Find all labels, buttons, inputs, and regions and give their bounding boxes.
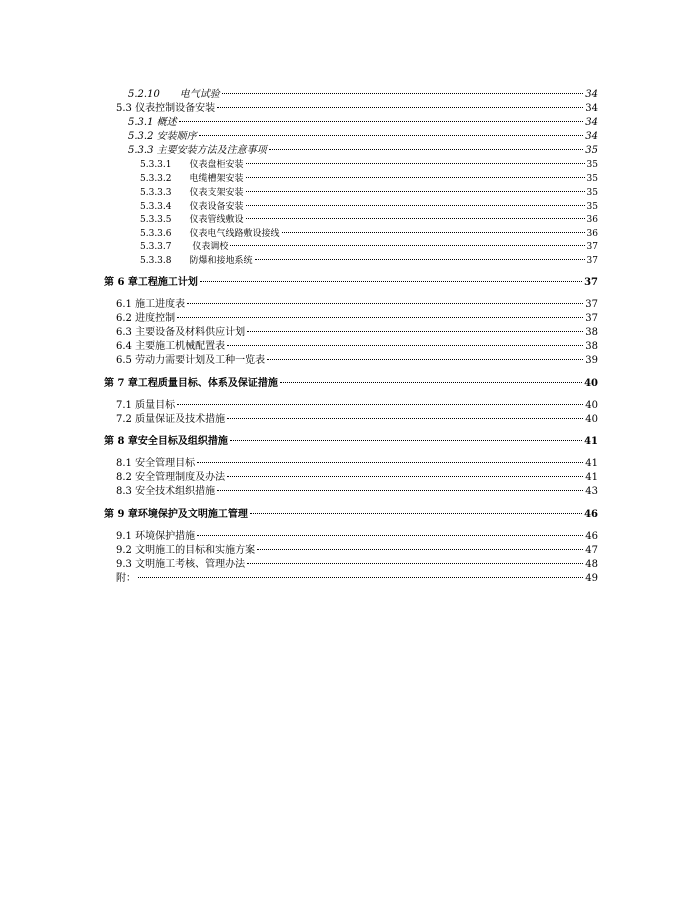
toc-entry[interactable] [128, 113, 598, 128]
toc-entry-title: 5.2.10 电气试验 [128, 89, 220, 100]
toc-entry-title: 5.3.3.2 电缆槽架安装 [140, 174, 244, 184]
toc-leader-dots [230, 440, 582, 441]
toc-leader-dots [227, 476, 583, 477]
toc-entry[interactable] [116, 527, 598, 542]
toc-entry-title: 5.3 仪表控制设备安装 [116, 103, 216, 114]
toc-entry-page: 37 [585, 313, 598, 324]
toc-entry[interactable] [116, 337, 598, 352]
toc-chapter-page: 37 [584, 277, 598, 288]
toc-entry[interactable] [116, 482, 598, 497]
toc-leader-dots [230, 245, 584, 246]
toc-entry-title: 5.3.3.4 仪表设备安装 [140, 202, 244, 212]
toc-entry-page: 39 [585, 355, 598, 366]
toc-chapter-title: 第 6 章工程施工计划 [104, 277, 198, 288]
toc-entry-page: 37 [586, 256, 598, 266]
toc-chapter[interactable] [104, 505, 598, 520]
toc-entry[interactable] [116, 323, 598, 338]
toc-leader-dots [177, 317, 583, 318]
toc-leader-dots [222, 93, 583, 94]
toc-entry-page: 34 [585, 103, 598, 114]
toc-entry[interactable] [140, 185, 598, 198]
toc-entry[interactable] [116, 410, 598, 425]
toc-entry[interactable] [140, 226, 598, 239]
toc-entry-page: 38 [585, 341, 598, 352]
toc-entry-title: 5.3.1 概述 [128, 117, 177, 128]
toc-entry[interactable] [116, 99, 598, 114]
toc-entry[interactable] [140, 157, 598, 170]
toc-entry-page: 49 [585, 573, 598, 584]
toc-entry-title: 7.2 质量保证及技术措施 [116, 414, 226, 425]
toc-entry-page: 35 [585, 145, 598, 156]
toc-entry[interactable] [140, 253, 598, 266]
toc-entry[interactable] [140, 239, 598, 252]
toc-entry-page: 34 [585, 89, 598, 100]
toc-entry[interactable] [128, 85, 598, 100]
toc-entry[interactable] [116, 351, 598, 366]
toc-entry-page: 41 [585, 472, 598, 483]
toc-entry-page: 35 [586, 160, 598, 170]
toc-chapter[interactable] [104, 374, 598, 389]
toc-entry-title: 6.3 主要设备及材料供应计划 [116, 327, 246, 338]
toc-entry[interactable] [116, 569, 598, 584]
toc-entry-page: 35 [586, 174, 598, 184]
toc-leader-dots [246, 191, 585, 192]
toc-entry-page: 40 [585, 414, 598, 425]
toc-entry-title: 5.3.2 安装顺序 [128, 131, 197, 142]
toc-entry[interactable] [140, 171, 598, 184]
toc-entry-title: 9.2 文明施工的目标和实施方案 [116, 545, 256, 556]
toc-entry-title: 8.1 安全管理目标 [116, 458, 196, 469]
toc-entry-title: 5.3.3.7 仪表调校 [140, 242, 229, 252]
toc-leader-dots [246, 218, 585, 219]
toc-leader-dots [267, 359, 583, 360]
toc-chapter[interactable] [104, 273, 598, 288]
toc-entry-page: 38 [585, 327, 598, 338]
toc-entry[interactable] [116, 396, 598, 411]
toc-entry-title: 5.3.3 主要安装方法及注意事项 [128, 145, 267, 156]
toc-entry-title: 5.3.3.3 仪表支架安装 [140, 188, 244, 198]
toc-entry-title: 6.4 主要施工机械配置表 [116, 341, 226, 352]
toc-chapter-page: 41 [584, 436, 598, 447]
toc-leader-dots [187, 303, 583, 304]
toc-leader-dots [179, 121, 584, 122]
toc-chapter-title: 第 8 章安全目标及组织措施 [104, 436, 228, 447]
toc-leader-dots [269, 149, 584, 150]
toc-entry-page: 35 [586, 188, 598, 198]
toc-entry-title: 9.3 文明施工考核、管理办法 [116, 559, 246, 570]
toc-leader-dots [199, 135, 584, 136]
toc-entry-page: 41 [585, 458, 598, 469]
toc-leader-dots [177, 404, 583, 405]
toc-entry[interactable] [116, 468, 598, 483]
toc-leader-dots [250, 513, 582, 514]
toc-entry[interactable] [116, 541, 598, 556]
toc-leader-dots [227, 418, 583, 419]
toc-leader-dots [255, 259, 585, 260]
toc-entry-page: 46 [585, 531, 598, 542]
toc-entry[interactable] [116, 555, 598, 570]
toc-leader-dots [197, 535, 583, 536]
toc-entry[interactable] [128, 141, 598, 156]
toc-leader-dots [246, 177, 585, 178]
toc-entry[interactable] [116, 295, 598, 310]
toc-leader-dots [246, 205, 585, 206]
toc-leader-dots [217, 107, 583, 108]
toc-entry-page: 35 [586, 202, 598, 212]
toc-entry-page: 36 [586, 229, 598, 239]
toc-entry-page: 47 [585, 545, 598, 556]
toc-leader-dots [280, 382, 582, 383]
toc-entry-page: 34 [585, 131, 598, 142]
toc-chapter[interactable] [104, 432, 598, 447]
toc-entry-title: 8.2 安全管理制度及办法 [116, 472, 226, 483]
toc-leader-dots [197, 462, 583, 463]
toc-leader-dots [247, 563, 583, 564]
toc-entry-title: 7.1 质量目标 [116, 400, 176, 411]
toc-leader-dots [200, 281, 582, 282]
toc-entry[interactable] [128, 127, 598, 142]
toc-entry-title: 5.3.3.1 仪表盘柜安装 [140, 160, 244, 170]
toc-entry-title: 6.1 施工进度表 [116, 299, 186, 310]
toc-entry-page: 37 [586, 242, 598, 252]
toc-entry[interactable] [140, 212, 598, 225]
toc-leader-dots [247, 331, 583, 332]
toc-entry-title: 附： [116, 573, 136, 584]
toc-entry[interactable] [116, 309, 598, 324]
toc-entry-title: 5.3.3.5 仪表管线敷设 [140, 215, 244, 225]
toc-leader-dots [257, 549, 583, 550]
toc-entry-page: 36 [586, 215, 598, 225]
toc-entry-page: 43 [585, 486, 598, 497]
toc-entry-title: 5.3.3.8 防爆和接地系统 [140, 256, 253, 266]
toc-entry-title: 5.3.3.6 仪表电气线路敷设接线 [140, 229, 280, 239]
toc-entry-page: 40 [585, 400, 598, 411]
toc-leader-dots [227, 345, 583, 346]
toc-entry-page: 37 [585, 299, 598, 310]
toc-entry-page: 34 [585, 117, 598, 128]
toc-entry-title: 9.1 环境保护措施 [116, 531, 196, 542]
toc-chapter-page: 46 [584, 509, 598, 520]
toc-leader-dots [246, 163, 585, 164]
toc-entry[interactable] [140, 199, 598, 212]
toc-entry-title: 6.2 进度控制 [116, 313, 176, 324]
toc-leader-dots [217, 490, 583, 491]
toc-chapter-title: 第 7 章工程质量目标、体系及保证措施 [104, 378, 278, 389]
toc-chapter-title: 第 9 章环境保护及文明施工管理 [104, 509, 248, 520]
toc-entry-page: 48 [585, 559, 598, 570]
toc-entry-title: 8.3 安全技术组织措施 [116, 486, 216, 497]
toc-chapter-page: 40 [584, 378, 598, 389]
toc-leader-dots [138, 577, 583, 578]
toc-entry[interactable] [116, 454, 598, 469]
toc-leader-dots [282, 232, 585, 233]
toc-entry-title: 6.5 劳动力需要计划及工种一览表 [116, 355, 266, 366]
